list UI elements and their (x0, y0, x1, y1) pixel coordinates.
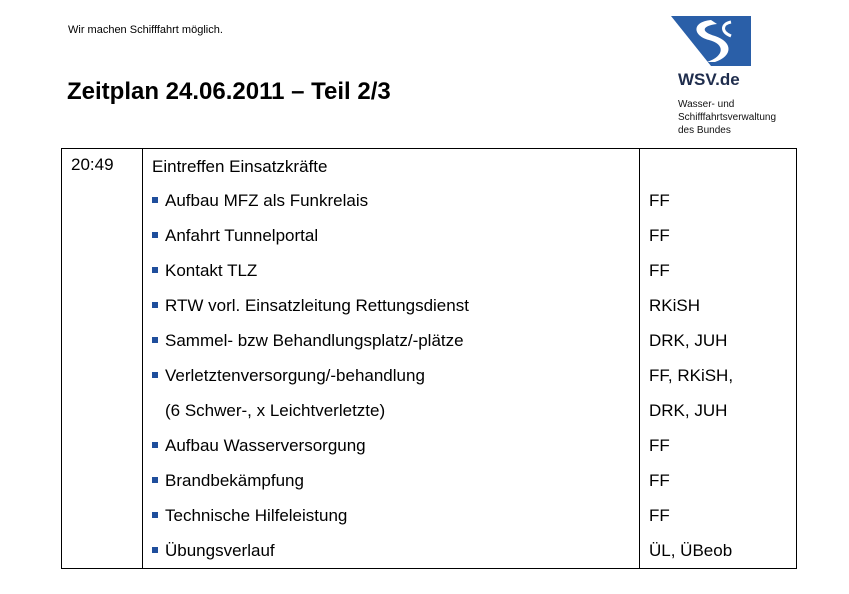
task-text: Aufbau MFZ als Funkrelais (165, 190, 369, 210)
task-cell (143, 218, 640, 253)
task-text: RTW vorl. Einsatzleitung Rettungsdienst (165, 295, 469, 315)
org-cell: RKiSH (640, 288, 797, 323)
bullet-icon (152, 337, 158, 343)
table-row (62, 463, 797, 498)
table-row (62, 358, 797, 393)
bullet-icon (152, 267, 158, 273)
org-cell (640, 149, 797, 184)
bullet-icon (152, 372, 158, 378)
bullet-icon (152, 197, 158, 203)
task-text: Kontakt TLZ (165, 260, 258, 280)
org-cell: FF (640, 498, 797, 533)
bullet-icon (152, 477, 158, 483)
bullet-icon (152, 547, 158, 553)
task-text: Anfahrt Tunnelportal (165, 225, 319, 245)
task-cell (143, 183, 640, 218)
task-cell (143, 288, 640, 323)
bullet-icon (152, 512, 158, 518)
table-row (62, 323, 797, 358)
task-text: Sammel- bzw Behandlungsplatz/-plätze (165, 330, 464, 350)
task-cell (143, 323, 640, 358)
org-cell: FF (640, 183, 797, 218)
task-cell (143, 463, 640, 498)
bullet-icon (152, 442, 158, 448)
task-text: Technische Hilfeleistung (165, 505, 348, 525)
task-cell (143, 393, 640, 428)
task-text: (6 Schwer-, x Leichtverletzte) (165, 400, 386, 420)
task-text: Verletztenversorgung/-behandlung (165, 365, 425, 385)
org-cell: FF (640, 253, 797, 288)
org-cell: DRK, JUH (640, 323, 797, 358)
page-title: Zeitplan 24.06.2011 – Teil 2/3 (67, 78, 391, 105)
table-row (62, 533, 797, 569)
org-cell: FF (640, 428, 797, 463)
tagline: Wir machen Schifffahrt möglich. (68, 24, 223, 36)
bullet-icon (152, 232, 158, 238)
logo-subtitle-line: Wasser- und (678, 99, 735, 110)
table-row (62, 253, 797, 288)
table-row (62, 498, 797, 533)
task-cell (143, 498, 640, 533)
logo-subtitle (678, 98, 808, 137)
task-cell (143, 253, 640, 288)
wsv-logo-icon (671, 16, 751, 68)
table-row (62, 393, 797, 428)
bullet-icon (152, 302, 158, 308)
table-row (62, 183, 797, 218)
time-cell: 20:49 (62, 149, 143, 569)
schedule-table (61, 148, 797, 569)
table-row (62, 149, 797, 184)
table-row (62, 288, 797, 323)
task-cell (143, 533, 640, 569)
table-row (62, 218, 797, 253)
task-cell (143, 428, 640, 463)
org-cell: ÜL, ÜBeob (640, 533, 797, 569)
org-cell: FF (640, 218, 797, 253)
org-cell: FF (640, 463, 797, 498)
logo-subtitle-line: des Bundes (678, 125, 731, 136)
table-row (62, 428, 797, 463)
task-text: Aufbau Wasserversorgung (165, 435, 366, 455)
logo-subtitle-line: Schifffahrtsverwaltung (678, 112, 777, 123)
org-cell: FF, RKiSH, (640, 358, 797, 393)
org-cell: DRK, JUH (640, 393, 797, 428)
task-text: Übungsverlauf (165, 540, 275, 560)
logo-name: WSV.de (678, 70, 740, 89)
task-cell (143, 358, 640, 393)
section-heading: Eintreffen Einsatzkräfte (143, 149, 640, 184)
wsv-logo (671, 16, 801, 136)
task-text: Brandbekämpfung (165, 470, 304, 490)
